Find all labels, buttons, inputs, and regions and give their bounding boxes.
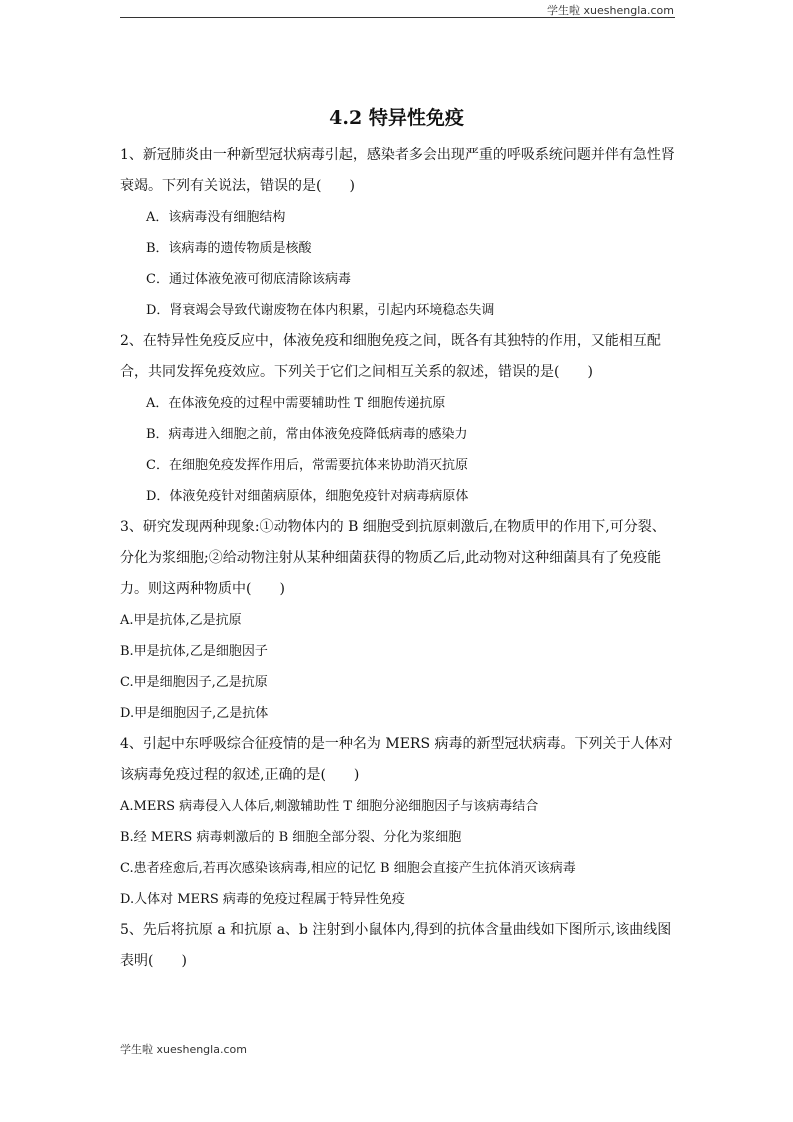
question-3-option-c: C.甲是细胞因子,乙是抗原 (120, 675, 268, 690)
question-2-option-b: B．病毒进入细胞之前，常由体液免疫降低病毒的感染力 (146, 427, 468, 442)
question-4-stem: 4、引起中东呼吸综合征疫情的是一种名为 MERS 病毒的新型冠状病毒。下列关于人体对该病毒免疫过程的叙述,正确的是( ) (120, 736, 673, 783)
header-site: 学生啦 xueshengla.com (547, 4, 674, 17)
question-4-option-a: A.MERS 病毒侵入人体后,刺激辅助性 T 细胞分泌细胞因子与该病毒结合 (120, 799, 539, 814)
question-1-option-b: B．该病毒的遗传物质是核酸 (146, 241, 312, 256)
question-3-stem: 3、研究发现两种现象:①动物体内的 B 细胞受到抗原刺激后,在物质甲的作用下,可分裂、分化为浆细胞;②给动物注射从某种细菌获得的物质乙后,此动物对这种细菌具有了免疫能力。则这两种物质中( ) (120, 519, 666, 597)
question-3-option-d: D.甲是细胞因子,乙是抗体 (120, 706, 269, 721)
page-title: 4.2 特异性免疫 (329, 107, 464, 129)
question-2-option-a: A．在体液免疫的过程中需要辅助性 T 细胞传递抗原 (146, 396, 446, 411)
question-4-option-b: B.经 MERS 病毒刺激后的 B 细胞全部分裂、分化为浆细胞 (120, 830, 462, 845)
question-1-option-d: D．肾衰竭会导致代谢废物在体内积累，引起内环境稳态失调 (146, 303, 495, 318)
question-2-option-d: D．体液免疫针对细菌病原体，细胞免疫针对病毒病原体 (146, 489, 469, 504)
question-4-option-d: D.人体对 MERS 病毒的免疫过程属于特异性免疫 (120, 892, 405, 907)
question-5-stem: 5、先后将抗原 a 和抗原 a、b 注射到小鼠体内,得到的抗体含量曲线如下图所示,该曲线图表明( ) (120, 922, 672, 969)
question-1-option-c: C．通过体液免液可彻底清除该病毒 (146, 272, 351, 287)
header-rule (120, 17, 675, 18)
question-1-option-a: A．该病毒没有细胞结构 (146, 210, 286, 225)
footer-site: 学生啦 xueshengla.com (120, 1043, 247, 1056)
question-1-stem: 1、新冠肺炎由一种新型冠状病毒引起，感染者多会出现严重的呼吸系统问题并伴有急性肾衰竭。下列有关说法，错误的是( ) (120, 147, 675, 194)
question-list (120, 140, 676, 977)
question-2-option-c: C．在细胞免疫发挥作用后，常需要抗体来协助消灭抗原 (146, 458, 468, 473)
question-2-stem: 2、在特异性免疫反应中，体液免疫和细胞免疫之间，既各有其独特的作用，又能相互配合，共同发挥免疫效应。下列关于它们之间相互关系的叙述，错误的是( ) (120, 333, 661, 380)
question-3-option-a: A.甲是抗体,乙是抗原 (120, 613, 242, 628)
question-3-option-b: B.甲是抗体,乙是细胞因子 (120, 644, 268, 659)
question-4-option-c: C.患者痊愈后,若再次感染该病毒,相应的记忆 B 细胞会直接产生抗体消灭该病毒 (120, 861, 576, 876)
